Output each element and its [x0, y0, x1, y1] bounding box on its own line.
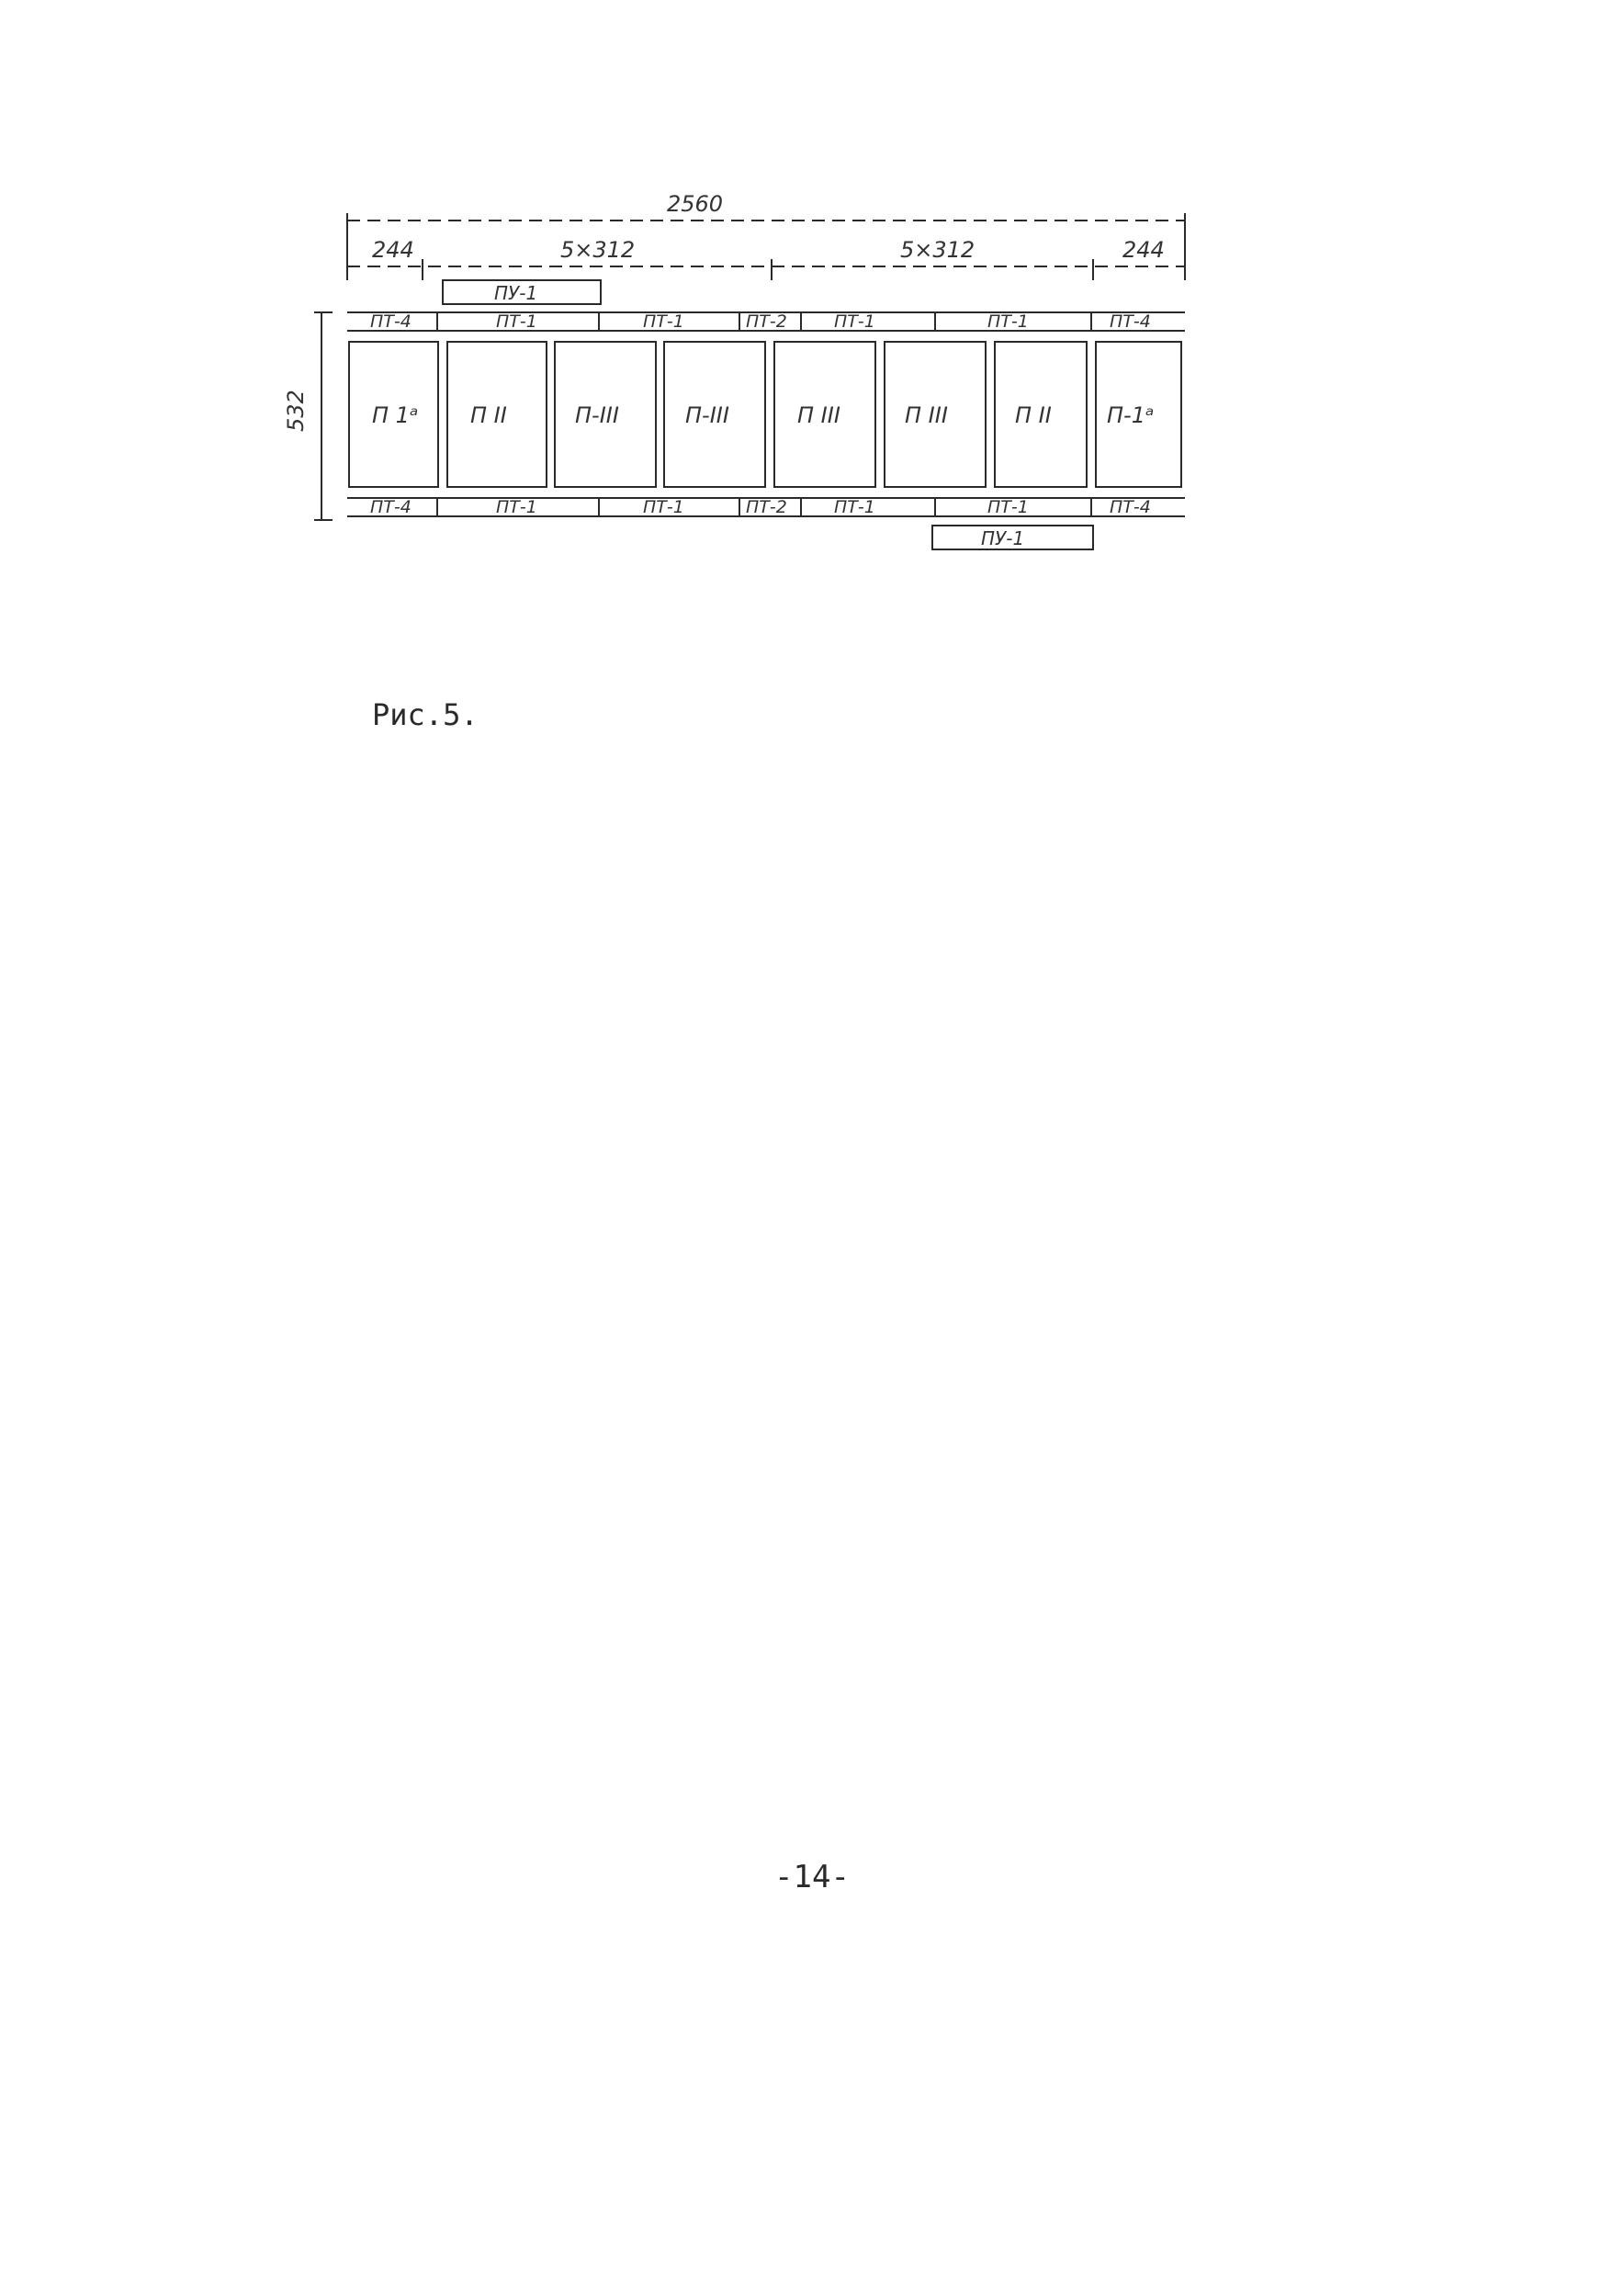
plate-label: П 1ᵃ — [372, 402, 419, 428]
plate-label: П-1ᵃ — [1107, 402, 1155, 428]
left-edge-dimension: 244 — [372, 237, 414, 263]
plate-label: П III — [905, 402, 948, 428]
bottom-strip-label: ПТ-1 — [496, 497, 537, 517]
top-strip-label: ПТ-4 — [370, 311, 412, 332]
bottom-strip-label: ПТ-1 — [834, 497, 875, 517]
left-span-dimension: 5×312 — [560, 237, 636, 263]
bottom-strip-label: ПТ-1 — [987, 497, 1029, 517]
plate-layout-scheme — [0, 0, 1624, 643]
top-strip-label: ПТ-1 — [643, 311, 684, 332]
bottom-strip-label: ПТ-2 — [746, 497, 787, 517]
plate-label: П-III — [685, 402, 729, 428]
right-edge-dimension: 244 — [1122, 237, 1165, 263]
figure-caption-label: Рис.5. — [372, 697, 479, 732]
total-dimension: 2560 — [667, 191, 724, 217]
plate-label: П-III — [575, 402, 619, 428]
plate-label: П III — [797, 402, 840, 428]
top-strip-label: ПТ-4 — [1110, 311, 1151, 332]
bottom-strip-label: ПТ-4 — [370, 497, 412, 517]
right-span-dimension: 5×312 — [900, 237, 976, 263]
top-strip-label: ПТ-1 — [496, 311, 537, 332]
bottom-strip-label: ПТ-4 — [1110, 497, 1151, 517]
bottom-strip-label: ПТ-1 — [643, 497, 684, 517]
top-strip-label: ПТ-2 — [746, 311, 787, 332]
plate-label: П II — [1015, 402, 1052, 428]
page-number: -14- — [774, 1859, 850, 1895]
plate-label: П II — [470, 402, 507, 428]
top-cover-plate-label: ПУ-1 — [494, 282, 538, 304]
top-strip-label: ПТ-1 — [987, 311, 1029, 332]
bottom-cover-plate-label: ПУ-1 — [981, 527, 1025, 549]
top-strip-label: ПТ-1 — [834, 311, 875, 332]
height-dimension: 532 — [283, 390, 309, 432]
